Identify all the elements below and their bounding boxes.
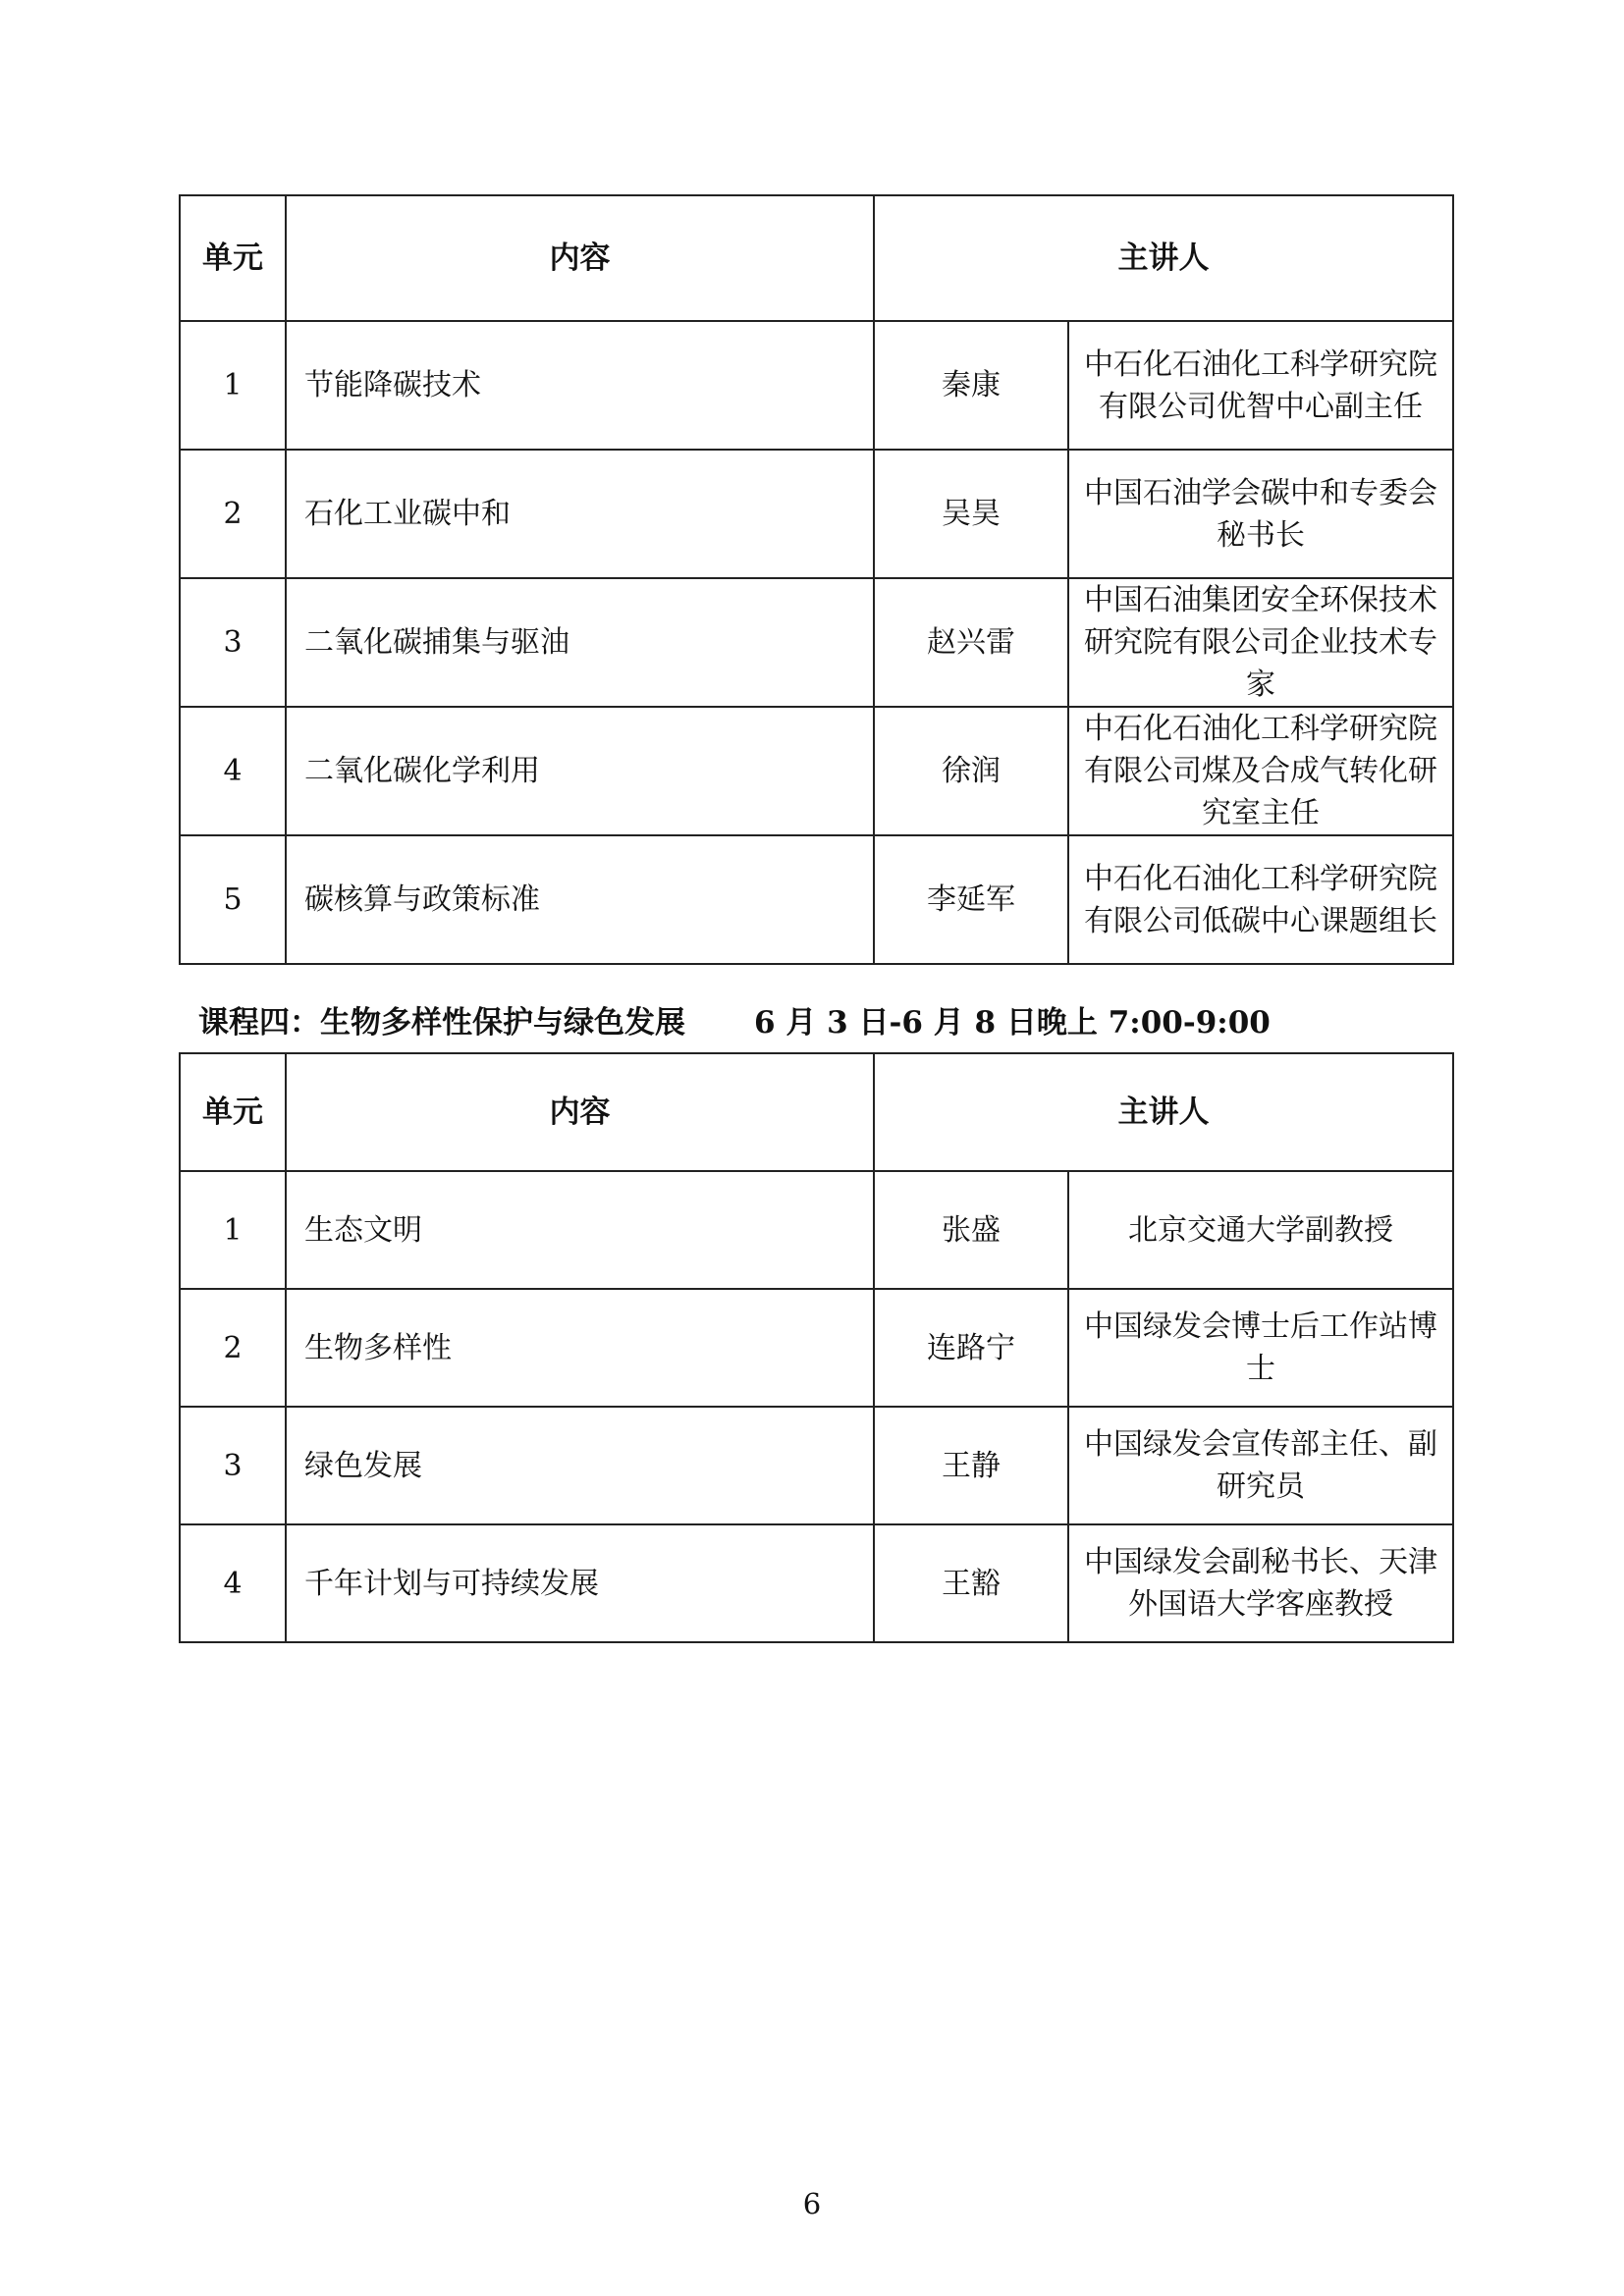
table-row bbox=[180, 450, 1453, 578]
session-content: 石化工业碳中和 bbox=[286, 450, 874, 578]
table-header-row bbox=[180, 1053, 1453, 1171]
speaker-affiliation: 中国石油学会碳中和专委会秘书长 bbox=[1068, 450, 1453, 578]
unit-number: 3 bbox=[180, 578, 286, 707]
header-unit: 单元 bbox=[180, 195, 286, 321]
session-content: 碳核算与政策标准 bbox=[286, 835, 874, 964]
session-content: 生态文明 bbox=[286, 1171, 874, 1289]
table-row bbox=[180, 321, 1453, 450]
table-row bbox=[180, 1171, 1453, 1289]
unit-number: 2 bbox=[180, 450, 286, 578]
session-content: 生物多样性 bbox=[286, 1289, 874, 1407]
table-row bbox=[180, 707, 1453, 835]
session-content: 二氧化碳捕集与驱油 bbox=[286, 578, 874, 707]
speaker-name: 张盛 bbox=[874, 1171, 1068, 1289]
table-row bbox=[180, 1524, 1453, 1642]
speaker-name: 徐润 bbox=[874, 707, 1068, 835]
course-heading bbox=[198, 997, 1271, 1041]
table-row bbox=[180, 578, 1453, 707]
speaker-affiliation: 中石化石油化工科学研究院有限公司煤及合成气转化研究室主任 bbox=[1068, 707, 1453, 835]
header-speaker: 主讲人 bbox=[874, 1053, 1453, 1171]
unit-number: 1 bbox=[180, 1171, 286, 1289]
speaker-name: 王静 bbox=[874, 1407, 1068, 1524]
unit-number: 3 bbox=[180, 1407, 286, 1524]
header-content: 内容 bbox=[286, 195, 874, 321]
speaker-affiliation: 中石化石油化工科学研究院有限公司低碳中心课题组长 bbox=[1068, 835, 1453, 964]
schedule-table-1 bbox=[179, 194, 1454, 965]
session-content: 绿色发展 bbox=[286, 1407, 874, 1524]
schedule-table-2 bbox=[179, 1052, 1454, 1643]
speaker-affiliation: 中国绿发会博士后工作站博士 bbox=[1068, 1289, 1453, 1407]
session-content: 节能降碳技术 bbox=[286, 321, 874, 450]
speaker-affiliation: 北京交通大学副教授 bbox=[1068, 1171, 1453, 1289]
speaker-name: 王豁 bbox=[874, 1524, 1068, 1642]
unit-number: 4 bbox=[180, 1524, 286, 1642]
table-header-row bbox=[180, 195, 1453, 321]
unit-number: 2 bbox=[180, 1289, 286, 1407]
table-row bbox=[180, 835, 1453, 964]
header-speaker: 主讲人 bbox=[874, 195, 1453, 321]
speaker-name: 秦康 bbox=[874, 321, 1068, 450]
speaker-affiliation: 中石化石油化工科学研究院有限公司优智中心副主任 bbox=[1068, 321, 1453, 450]
speaker-affiliation: 中国绿发会副秘书长、天津外国语大学客座教授 bbox=[1068, 1524, 1453, 1642]
header-unit: 单元 bbox=[180, 1053, 286, 1171]
course-title: 课程四：生物多样性保护与绿色发展 bbox=[198, 1005, 685, 1041]
unit-number: 1 bbox=[180, 321, 286, 450]
speaker-name: 李延军 bbox=[874, 835, 1068, 964]
page-number: 6 bbox=[802, 2187, 822, 2220]
unit-number: 5 bbox=[180, 835, 286, 964]
table-row bbox=[180, 1407, 1453, 1524]
unit-number: 4 bbox=[180, 707, 286, 835]
speaker-name: 吴昊 bbox=[874, 450, 1068, 578]
speaker-affiliation: 中国绿发会宣传部主任、副研究员 bbox=[1068, 1407, 1453, 1524]
session-content: 二氧化碳化学利用 bbox=[286, 707, 874, 835]
header-content: 内容 bbox=[286, 1053, 874, 1171]
speaker-affiliation: 中国石油集团安全环保技术研究院有限公司企业技术专家 bbox=[1068, 578, 1453, 707]
speaker-name: 赵兴雷 bbox=[874, 578, 1068, 707]
course-date: 6 月 3 日-6 月 8 日晚上 7:00-9:00 bbox=[754, 1005, 1271, 1041]
session-content: 千年计划与可持续发展 bbox=[286, 1524, 874, 1642]
speaker-name: 连路宁 bbox=[874, 1289, 1068, 1407]
table-row bbox=[180, 1289, 1453, 1407]
